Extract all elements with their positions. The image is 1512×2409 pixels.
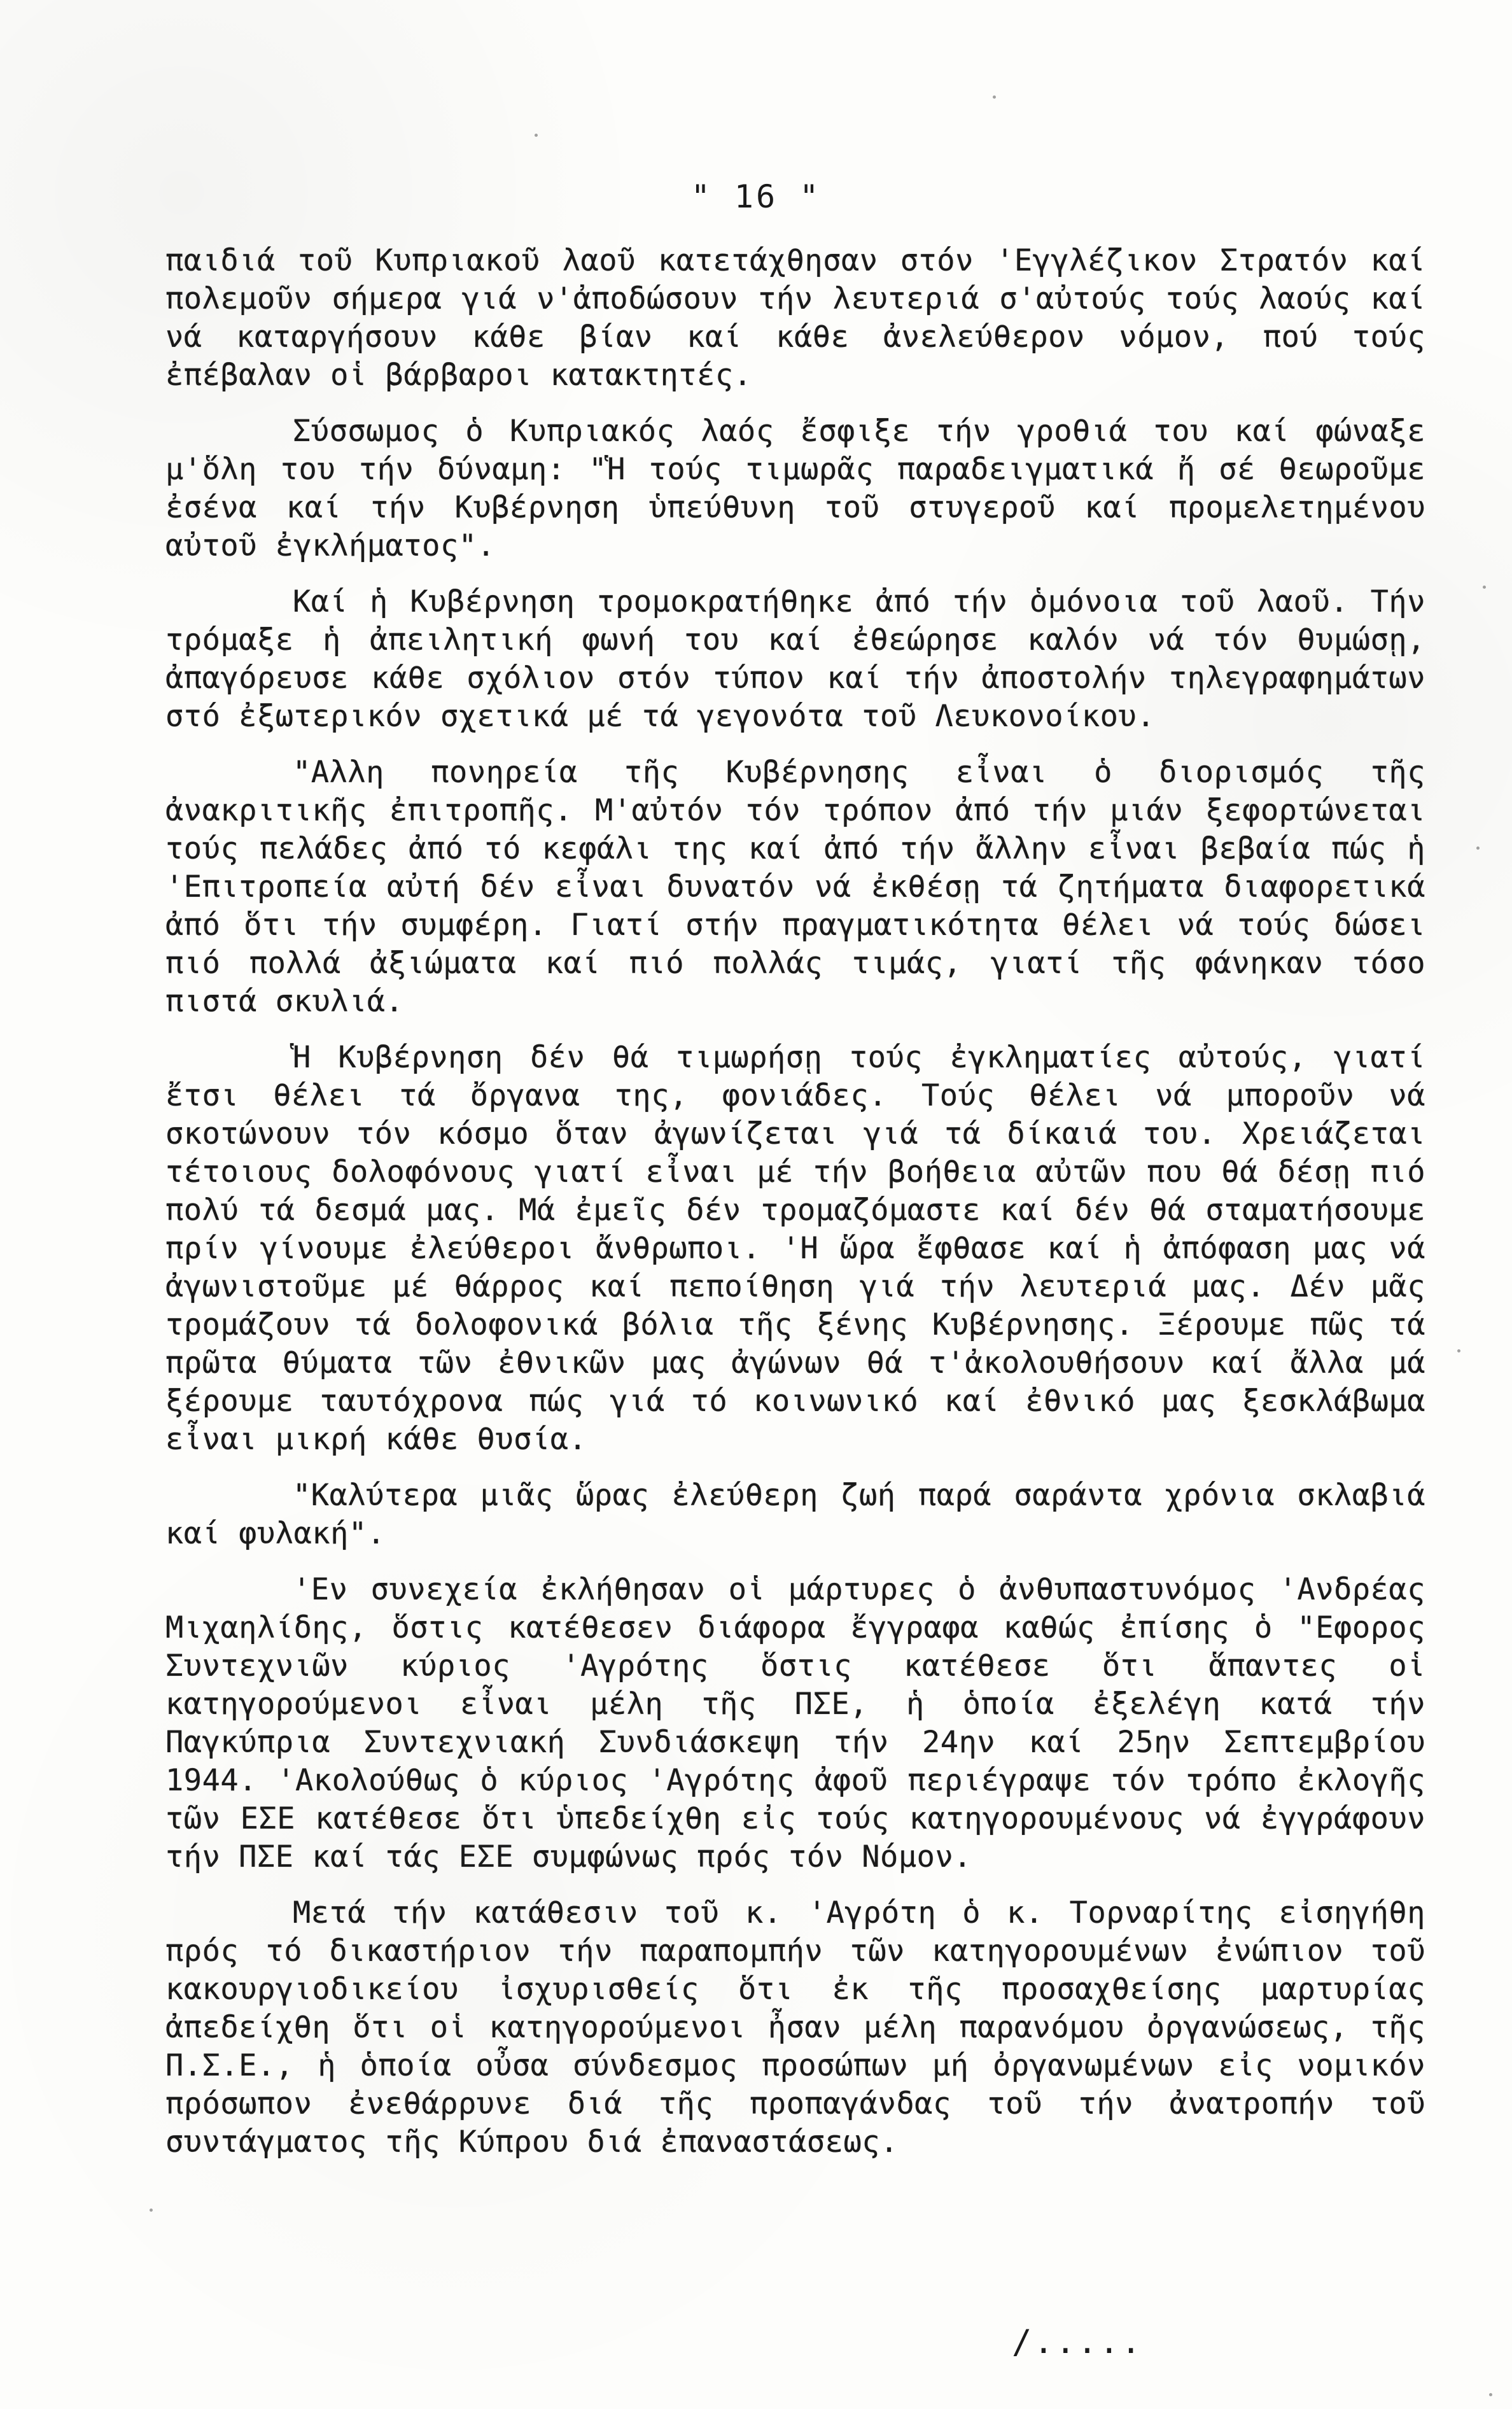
continuation-mark: /..... (1012, 2323, 1143, 2361)
scan-speck (150, 2209, 153, 2212)
paragraph-inquiry-committee: "Αλλη πονηρεία τῆς Κυβέρνησης εἶναι ὁ διορισμός τῆς ἀνακριτικῆς ἐπιτροπῆς. Μ'αὐτόν τόν τρόπον ἀπό τήν μιάν ξεφορτώνεται τούς πελάδες ἀπό τό κεφάλι της καί ἀπό τήν ἄλλην εἶναι βεβαία πώς ἡ 'Επιτροπεία αὐτή δέν εἶναι δυνατόν νά ἐκθέσῃ τά ζητήματα διαφορετικά ἀπό ὅτι τήν συμφέρη. Γιατί στήν πραγματικότητα θέλει νά τούς δώσει πιό πολλά ἀξιώματα καί πιό πολλάς τιμάς, γιατί τῆς φάνηκαν τόσο πιστά σκυλιά. (165, 755, 1425, 1019)
page-number: " 16 " (690, 178, 822, 215)
paragraph-referral: Μετά τήν κατάθεσιν τοῦ κ. 'Αγρότη ὁ κ. Τορναρίτης εἰσηγήθη πρός τό δικαστήριον τήν παραπομπήν τῶν κατηγορουμένων ἐνώπιον τοῦ κακουργιοδικείου ἰσχυρισθείς ὅτι ἐκ τῆς προσαχθείσης μαρτυρίας ἀπεδείχθη ὅτι οἱ κατηγορούμενοι ἦσαν μέλη παρανόμου ὀργανώσεως, τῆς Π.Σ.Ε., ἡ ὁποία οὖσα σύνδεσμος προσώπων μή ὀργανωμένων εἰς νομικόν πρόσωπον ἐνεθάρρυνε διά τῆς προπαγάνδας τοῦ τήν ἀνατροπήν τοῦ συντάγματος τῆς Κύπρου διά ἐπαναστάσεως. (165, 1895, 1425, 2160)
paragraph-witnesses: 'Εν συνεχεία ἐκλήθησαν οἱ μάρτυρες ὁ ἀνθυπαστυνόμος 'Ανδρέας Μιχαηλίδης, ὅστις κατέθεσεν διάφορα ἔγγραφα καθώς ἐπίσης ὁ "Εφορος Συντεχνιῶν κύριος 'Αγρότης ὅστις κατέθεσε ὅτι ἅπαντες οἱ κατηγορούμενοι εἶναι μέλη τῆς ΠΣΕ, ἡ ὁποία ἐξελέγη κατά τήν Παγκύπρια Συντεχνιακή Συνδιάσκεψη τήν 24ην καί 25ην Σεπτεμβρίου 1944. 'Ακολούθως ὁ κύριος 'Αγρότης ἀφοῦ περιέγραψε τόν τρόπο ἐκλογῆς τῶν ΕΣΕ κατέθεσε ὅτι ὑπεδείχθη εἰς τούς κατηγορουμένους νά ἐγγράφουν τήν ΠΣΕ καί τάς ΕΣΕ συμφώνως πρός τόν Νόμον. (165, 1572, 1425, 1874)
paragraph-freedom-quote: "Καλύτερα μιᾶς ὥρας ἐλεύθερη ζωή παρά σαράντα χρόνια σκλαβιά καί φυλακή". (165, 1478, 1425, 1551)
scan-speck (1457, 1349, 1460, 1352)
scan-speck (535, 134, 538, 137)
paragraph-people-outcry: Σύσσωμος ὁ Κυπριακός λαός ἔσφιξε τήν γροθιά του καί φώναξε μ'ὅλη του τήν δύναμη: "Ἡ τούς τιμωρᾶς παραδειγματικά ἤ σέ θεωροῦμε ἐσένα καί τήν Κυβέρνηση ὑπεύθυνη τοῦ στυγεροῦ καί προμελετημένου αὐτοῦ ἐγκλήματος". (165, 414, 1425, 563)
paragraph-government-murderers: Ἡ Κυβέρνηση δέν θά τιμωρήσῃ τούς ἐγκληματίες αὐτούς, γιατί ἔτσι θέλει τά ὄργανα της, φονιάδες. Τούς θέλει νά μποροῦν νά σκοτώνουν τόν κόσμο ὅταν ἀγωνίζεται γιά τά δίκαιά του. Χρειάζεται τέτοιους δολοφόνους γιατί εἶναι μέ τήν βοήθεια αὐτῶν που θά δέσῃ πιό πολύ τά δεσμά μας. Μά ἐμεῖς δέν τρομαζόμαστε καί δέν θά σταματήσουμε πρίν γίνουμε ἐλεύθεροι ἄνθρωποι. 'Η ὥρα ἔφθασε καί ἡ ἀπόφαση μας νά ἀγωνιστοῦμε μέ θάρρος καί πεποίθηση γιά τήν λευτεριά μας. Δέν μᾶς τρομάζουν τά δολοφονικά βόλια τῆς ξένης Κυβέρνησης. Ξέρουμε πῶς τά πρῶτα θύματα τῶν ἐθνικῶν μας ἀγώνων θά τ'ἀκολουθήσουν καί ἄλλα μά ξέρουμε ταυτόχρονα πώς γιά τό κοινωνικό καί ἐθνικό μας ξεσκλάβωμα εἶναι μικρή κάθε θυσία. (165, 1040, 1425, 1457)
body-text (165, 242, 1425, 2179)
scan-speck (993, 95, 996, 99)
scan-speck (1483, 586, 1486, 589)
scan-speck (1476, 846, 1480, 850)
paragraph-government-fear: Καί ἡ Κυβέρνηση τρομοκρατήθηκε ἀπό τήν ὁμόνοια τοῦ λαοῦ. Τήν τρόμαξε ἡ ἀπειλητική φωνή του καί ἐθεώρησε καλόν νά τόν θυμώσῃ, ἀπαγόρευσε κάθε σχόλιον στόν τύπον καί τήν ἀποστολήν τηλεγραφημάτων στό ἐξωτερικόν σχετικά μέ τά γεγονότα τοῦ Λευκονοίκου. (165, 584, 1425, 734)
paragraph-continuation: παιδιά τοῦ Κυπριακοῦ λαοῦ κατετάχθησαν στόν 'Εγγλέζικον Στρατόν καί πολεμοῦν σήμερα γιά ν'ἀποδώσουν τήν λευτεριά σ'αὐτούς τούς λαούς καί νά καταργήσουν κάθε βίαν καί κάθε ἀνελεύθερον νόμον, πού τούς ἐπέβαλαν οἱ βάρβαροι κατακτητές. (165, 243, 1425, 393)
scan-speck (1489, 2393, 1492, 2396)
